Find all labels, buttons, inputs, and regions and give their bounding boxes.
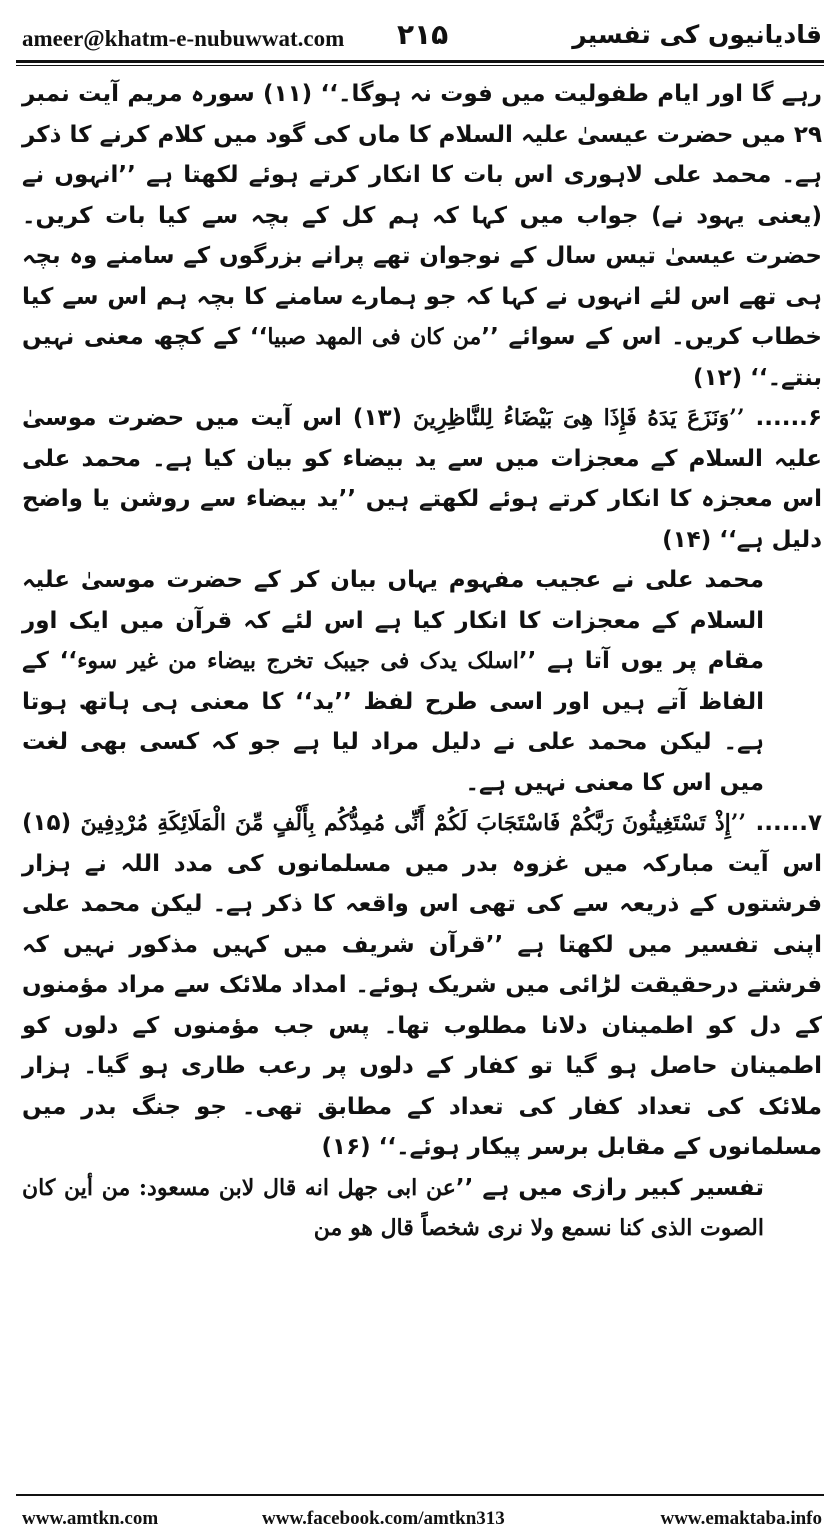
p1-arabic-quote: من کان فی المھد صبیا (267, 324, 482, 350)
p2-text: (۱۳) اس آیت میں حضرت موسیٰ علیہ السلام کے معجزات میں سے ید بیضاء کو بیان کیا ہے۔ محمد علی اس معجزہ کا انکار کرتے ہوئے لکھتے ہیں ’’ید بیضاء سے روشن یا واضح دلیل ہے‘‘ (۱۴) (22, 405, 822, 553)
p3-text-a: محمد علی نے عجیب مفہوم یہاں بیان کر کے حضرت موسیٰ علیہ السلام کے معجزات کا انکار کیا ہے اس لئے کہ قرآن میں ایک اور مقام پر یوں آتا ہے ’’ (22, 567, 764, 674)
footer-rule (16, 1494, 824, 1496)
p4-text: (۱۵) اس آیت مبارکہ میں غزوہ بدر میں مسلمانوں کی مدد اللہ نے ہزار فرشتوں کے ذریعہ سے کی تھی اس واقعہ کا ذکر ہے۔ لیکن محمد علی اپنی تفسیر میں لکھتا ہے ’’قرآن شریف میں کہیں مذکور نہیں کہ فرشتے درحقیقت لڑائی میں شریک ہوئے۔ امداد ملائک سے مراد مؤمنوں کے دل کو اطمینان دلانا مطلوب تھا۔ پس جب مؤمنوں کے دلوں کو اطمینان حاصل ہو گیا تو کفار کے دلوں پر رعب طاری ہو گیا۔ ہزار ملائک کی تعداد کفار کی تعداد کے مطابق تھی۔ جو جنگ بدر میں مسلمانوں کے مقابل برسر پیکار ہوئے۔‘‘ (۱۶) (22, 810, 822, 1160)
item-7-number: ۷...... (755, 810, 822, 836)
paragraph-3 (22, 560, 822, 803)
p3-text-b: ‘‘ کے الفاظ آتے ہیں اور اسی طرح لفظ ’’ید‘‘ کا معنی ہی ہاتھ ہوتا ہے۔ لیکن محمد علی نے دلیل مراد لیا ہے جو کہ کسی بھی لغت میں اس کا معنی نہیں ہے۔ (22, 648, 764, 796)
item-6-number: ۶...... (755, 405, 822, 431)
header-rule (16, 60, 824, 63)
p5-arabic-quote: عن ابی جھل انه قال لابن مسعود: من أین کان الصوت الذی کنا نسمع ولا نری شخصاً قال ھو من (22, 1174, 764, 1241)
page-number: ۲۱۵ (397, 18, 449, 51)
page-body (22, 74, 822, 1484)
footer-link-facebook[interactable]: www.facebook.com/amtkn313 (262, 1508, 505, 1529)
footer-link-amtkn[interactable]: www.amtkn.com (22, 1508, 159, 1529)
ayah-7: ’’إِذْ تَسْتَغِیثُونَ رَبَّكُمْ فَاسْتَجَابَ لَكُمْ أَنِّی مُمِدُّكُم بِأَلْفٍ مِّنَ الْمَلَائِكَةِ مُرْدِفِینَ (80, 810, 747, 836)
ayah-6: ’’وَنَزَعَ یَدَهُ فَإِذَا هِیَ بَیْضَاءُ لِلنَّاظِرِینَ (413, 405, 745, 431)
page-footer (16, 1508, 824, 1534)
paragraph-4 (22, 803, 822, 1168)
page-header (14, 14, 826, 62)
paragraph-1 (22, 74, 822, 398)
p1-text: رہے گا اور ایام طفولیت میں فوت نہ ہوگا۔‘‘ (۱۱) سورہ مریم آیت نمبر ۲۹ میں حضرت عیسیٰ علیہ السلام کا ماں کی گود میں کلام کرنے کا ذکر ہے۔ محمد علی لاہوری اس بات کا انکار کرتے ہوئے لکھتا ہے ’’انہوں نے (یعنی یہود نے) جواب میں کہا کہ ہم کل کے بچہ سے کیا بات کریں۔ حضرت عیسیٰ تیس سال کے نوجوان تھے پرانے بزرگوں کے سامنے وہ بچہ ہی تھے اس لئے انہوں نے کہا کہ جو ہمارے سامنے کا بچہ ہم اس سے کیا خطاب کریں۔ اس کے سوائے ’’ (22, 81, 822, 350)
p3-arabic-quote: اسلک یدک فی جیبک تخرج بیضاء من غیر سوء (77, 648, 519, 674)
paragraph-2 (22, 398, 822, 560)
p1-end: ‘‘ کے کچھ معنی نہیں بنتے۔‘‘ (۱۲) (22, 324, 822, 391)
p5-text: تفسیر کبیر رازی میں ہے ’’ (455, 1174, 764, 1201)
header-email: ameer@khatm-e-nubuwwat.com (22, 26, 345, 51)
footer-link-emaktaba[interactable]: www.emaktaba.info (660, 1508, 822, 1529)
paragraph-5 (22, 1168, 822, 1249)
book-title: قادیانیوں کی تفسیر (572, 20, 822, 49)
header-rule-thin (16, 65, 824, 66)
